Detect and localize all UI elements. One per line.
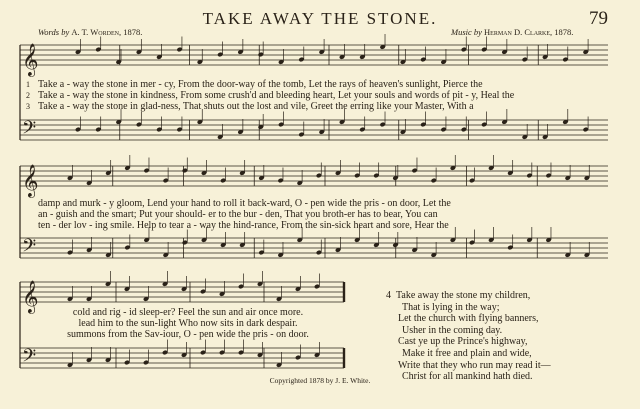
lyric-line-1-2 (26, 90, 610, 102)
verse-number: 1 (26, 80, 30, 89)
bass-clef: 𝄢 (22, 346, 37, 371)
verse-4-line: Christ for all mankind hath died. (402, 371, 533, 383)
verse-number: 4 (386, 290, 391, 301)
verse-number: 3 (26, 102, 30, 111)
lyric-line-3-3: summons from the Sav-iour, O - pen wide the pris - on door. (67, 329, 309, 340)
treble-clef: 𝄞 (22, 43, 39, 76)
verse-number: 2 (26, 91, 30, 100)
verse-4-line: Write that they who run may read it— (398, 359, 551, 371)
verse-4-line: Let the church with flying banners, (398, 313, 539, 325)
lyric-line-1-3 (26, 101, 610, 113)
lyric-text: Take a - way the stone in glad-ness, That shuts out the lost and vile, Greet the erring like your Master, With a (38, 101, 474, 112)
lyric-line-2-3: ten - der lov - ing smile. Help to tear a - way the hind-rance, From the sin-sick heart and sore, Hear the (38, 220, 449, 231)
music-by-label: Music by (451, 27, 482, 37)
lyric-line-1-1 (26, 79, 610, 91)
verse-4-line: 4 Take away the stone my children, (386, 290, 531, 301)
verse-4-line: Usher in the coming day. (402, 324, 503, 336)
words-author: A. T. Worden, 1878. (71, 27, 143, 37)
lyric-line-3-2: lead him to the sun-light Who now sits in dark despair. (78, 318, 298, 329)
hymn-title: TAKE AWAY THE STONE. (202, 9, 438, 28)
bass-clef: 𝄢 (22, 118, 37, 143)
treble-clef: 𝄞 (22, 280, 39, 313)
verse-4-line: Cast ye up the Prince's highway, (398, 336, 528, 348)
lyric-line-2-2: an - guish and the smart; Put your should- er to the bur - den, That you broth-er has to bear, You can (38, 209, 438, 220)
lyric-line-3-1: cold and rig - id sleep-er? Feel the sun and air once more. (72, 307, 304, 318)
page-number: 79 (589, 8, 608, 29)
lyric-text: Take a - way the stone in mer - cy, From the door-way of the tomb, Let the rays of heaven's sunlight, Pierce the (38, 79, 483, 90)
music-author: Herman D. Clarke, 1878. (484, 27, 574, 37)
lyric-text: Take a - way the stone in kindness, From some crush'd and bleeding heart, Let your souls and words of pit - y, Heal the (38, 90, 515, 101)
verse-4-line: Make it free and plain and wide, (402, 347, 532, 359)
verse-4-block (386, 290, 551, 383)
lyric-line-2-1: damp and murk - y gloom, Lend your hand to roll it back-ward, O - pen wide the pris - on door, Let the (38, 198, 451, 209)
copyright-notice: Copyrighted 1878 by J. E. White. (269, 376, 371, 385)
treble-clef: 𝄞 (22, 164, 39, 197)
bass-clef: 𝄢 (22, 236, 37, 261)
verse-4-line: That is lying in the way; (402, 301, 500, 313)
words-by-label: Words by (38, 27, 70, 37)
